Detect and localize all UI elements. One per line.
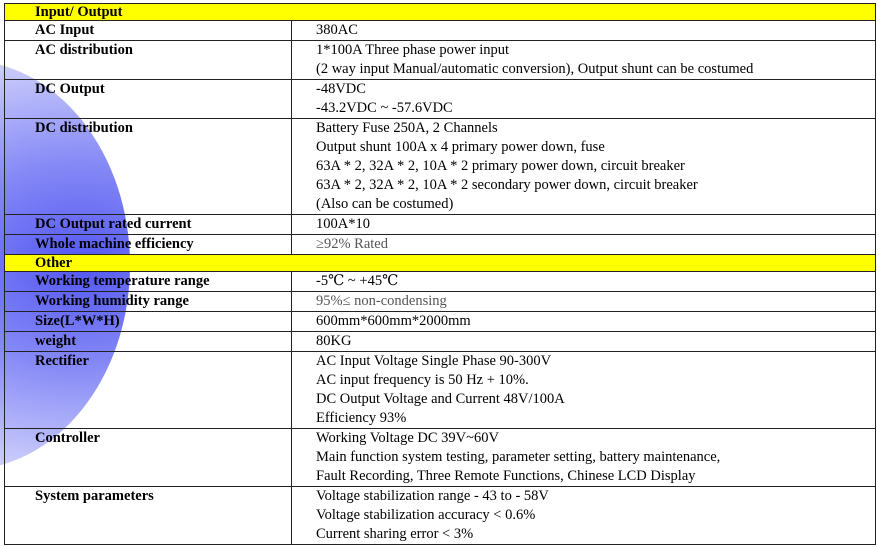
spec-row-ac-input <box>5 21 876 41</box>
spec-label: Working humidity range <box>5 292 292 312</box>
spec-value-line: Output shunt 100A x 4 primary power down, fuse <box>316 139 605 155</box>
section-title: Other <box>5 255 876 272</box>
spec-value <box>292 119 876 215</box>
spec-label: Controller <box>5 429 292 487</box>
spec-value-line: Voltage stabilization range - 43 to - 58V <box>316 488 549 504</box>
spec-label: DC distribution <box>5 119 292 215</box>
spec-table-body <box>5 4 876 545</box>
spec-row-working-temperature-range <box>5 272 876 292</box>
spec-value <box>292 352 876 429</box>
spec-value <box>292 292 876 312</box>
spec-value <box>292 21 876 41</box>
spec-value-line: 1*100A Three phase power input <box>316 42 510 58</box>
spec-value <box>292 312 876 332</box>
spec-label: Size(L*W*H) <box>5 312 292 332</box>
spec-label: weight <box>5 332 292 352</box>
spec-label: Rectifier <box>5 352 292 429</box>
spec-row-controller <box>5 429 876 487</box>
section-title: Input/ Output <box>5 4 876 21</box>
spec-value-line: (2 way input Manual/automatic conversion), Output shunt can be costumed <box>316 61 754 77</box>
spec-table <box>4 3 876 545</box>
spec-row-working-humidity-range <box>5 292 876 312</box>
spec-value <box>292 80 876 119</box>
spec-row-dc-output <box>5 80 876 119</box>
spec-value-line: 95%≤ non-condensing <box>316 293 447 309</box>
spec-value <box>292 41 876 80</box>
spec-value <box>292 332 876 352</box>
spec-label: System parameters <box>5 487 292 545</box>
spec-row-size-l-w-h <box>5 312 876 332</box>
spec-value-line: -5℃ ~ +45℃ <box>316 273 399 289</box>
spec-value-line: AC input frequency is 50 Hz + 10%. <box>316 372 529 388</box>
spec-value-line: 63A * 2, 32A * 2, 10A * 2 primary power down, circuit breaker <box>316 158 685 174</box>
spec-value-line: Voltage stabilization accuracy < 0.6% <box>316 507 536 523</box>
spec-value-line: Main function system testing, parameter setting, battery maintenance, <box>316 449 721 465</box>
spec-value-line: 600mm*600mm*2000mm <box>316 313 471 329</box>
spec-value-line: DC Output Voltage and Current 48V/100A <box>316 391 565 407</box>
spec-row-system-parameters <box>5 487 876 545</box>
spec-row-weight <box>5 332 876 352</box>
spec-row-whole-machine-efficiency <box>5 235 876 255</box>
spec-value-line: Fault Recording, Three Remote Functions, Chinese LCD Display <box>316 468 696 484</box>
spec-label: Whole machine efficiency <box>5 235 292 255</box>
spec-value-line: -43.2VDC ~ -57.6VDC <box>316 100 453 116</box>
spec-row-dc-output-rated-current <box>5 215 876 235</box>
spec-value-line: Battery Fuse 250A, 2 Channels <box>316 120 498 136</box>
spec-value <box>292 487 876 545</box>
section-header-other <box>5 255 876 272</box>
spec-label: DC Output <box>5 80 292 119</box>
spec-value-line: -48VDC <box>316 81 366 97</box>
spec-label: AC distribution <box>5 41 292 80</box>
spec-value-line: (Also can be costumed) <box>316 196 454 212</box>
spec-value <box>292 215 876 235</box>
spec-value <box>292 272 876 292</box>
spec-value-line: AC Input Voltage Single Phase 90-300V <box>316 353 552 369</box>
spec-value-line: Efficiency 93% <box>316 410 407 426</box>
section-header-input-output <box>5 4 876 21</box>
spec-row-rectifier <box>5 352 876 429</box>
spec-value-line: Working Voltage DC 39V~60V <box>316 430 499 446</box>
spec-label: Working temperature range <box>5 272 292 292</box>
spec-value-line: 80KG <box>316 333 352 349</box>
spec-value-line: 63A * 2, 32A * 2, 10A * 2 secondary power down, circuit breaker <box>316 177 698 193</box>
spec-value-line: 380AC <box>316 22 358 38</box>
spec-value <box>292 235 876 255</box>
spec-value-line: ≥92% Rated <box>316 236 388 252</box>
spec-row-ac-distribution <box>5 41 876 80</box>
spec-label: DC Output rated current <box>5 215 292 235</box>
spec-row-dc-distribution <box>5 119 876 215</box>
spec-value <box>292 429 876 487</box>
spec-value-line: 100A*10 <box>316 216 370 232</box>
spec-label: AC Input <box>5 21 292 41</box>
spec-value-line: Current sharing error < 3% <box>316 526 474 542</box>
